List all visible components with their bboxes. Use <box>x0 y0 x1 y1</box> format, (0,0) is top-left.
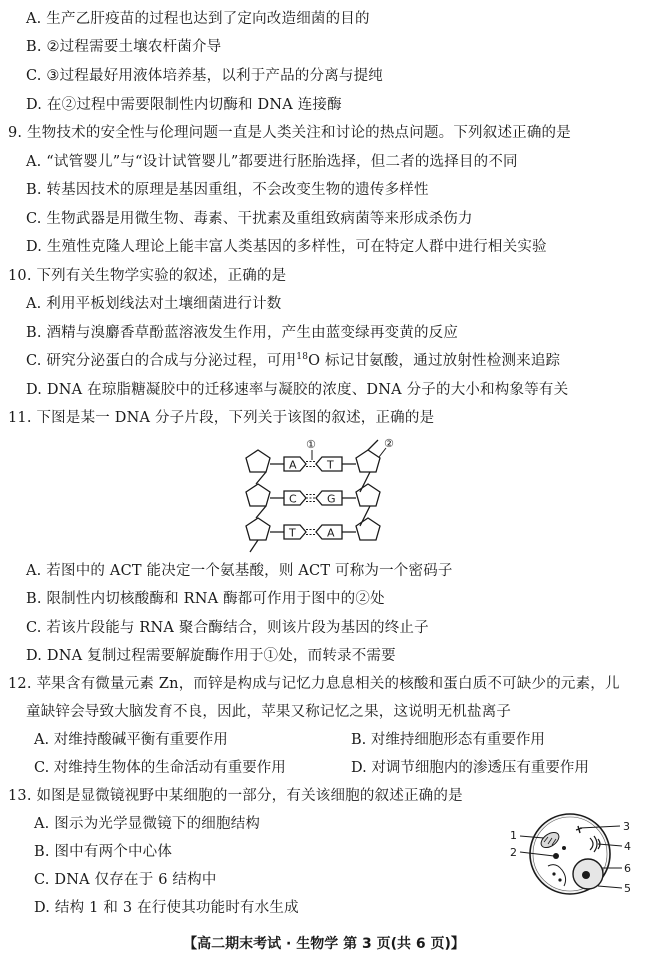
right-deoxyribose-3 <box>356 518 380 540</box>
q9-option-d: D. 生殖性克隆人理论上能丰富人类基因的多样性，可在特定人群中进行相关实验 <box>26 239 547 255</box>
left-deoxyribose-3 <box>246 518 270 540</box>
left-base-1: A <box>289 458 297 472</box>
left-deoxyribose-2 <box>246 484 270 506</box>
er-granule <box>552 872 555 875</box>
q8-option-d: D. 在②过程中需要限制性内切酶和 DNA 连接酶 <box>26 97 342 113</box>
q10-option-c-before: C. 研究分泌蛋白的合成与分泌过程，可用 <box>26 353 297 369</box>
left-base-2: C <box>289 492 297 506</box>
dna-fragment-diagram <box>228 436 418 554</box>
left-base-3: T <box>289 526 296 540</box>
hydrogen-bonds-1 <box>306 462 316 467</box>
q10-option-a: A. 利用平板划线法对土壤细菌进行计数 <box>26 296 282 312</box>
cell-label-4: 4 <box>624 840 631 853</box>
cell-label-3: 3 <box>623 820 630 833</box>
q9-option-b: B. 转基因技术的原理是基因重组，不会改变生物的遗传多样性 <box>26 182 429 198</box>
label-1: ① <box>306 438 316 451</box>
q13-stem: 13. 如图是显微镜视野中某细胞的一部分，有关该细胞的叙述正确的是 <box>8 788 463 804</box>
q8-option-c: C. ③过程最好用液体培养基，以利于产品的分离与提纯 <box>26 68 383 84</box>
left-base-bond <box>270 464 284 532</box>
q10-option-c <box>26 351 560 371</box>
q8-option-a: A. 生产乙肝疫苗的过程也达到了定向改造细菌的目的 <box>26 11 370 27</box>
q12-option-d: D. 对调节细胞内的渗透压有重要作用 <box>351 760 589 776</box>
q11-option-c: C. 若该片段能与 RNA 聚合酶结合，则该片段为基因的终止子 <box>26 620 429 636</box>
hydrogen-bonds-2 <box>306 495 316 502</box>
q9-stem: 9. 生物技术的安全性与伦理问题一直是人类关注和讨论的热点问题。下列叙述正确的是 <box>8 125 571 141</box>
q12-stem-line1: 12. 苹果含有微量元素 Zn，而锌是构成与记忆力息息相关的核酸和蛋白质不可缺少的元素，儿 <box>8 676 620 692</box>
cell-label-1: 1 <box>510 829 517 842</box>
q13-option-d: D. 结构 1 和 3 在行使其功能时有水生成 <box>34 900 299 916</box>
q11-option-a: A. 若图中的 ACT 能决定一个氨基酸，则 ACT 可称为一个密码子 <box>26 563 453 579</box>
q9-option-a: A. “试管婴儿”与“设计试管婴儿”都要进行胚胎选择，但二者的选择目的不同 <box>26 154 518 170</box>
q13-option-a: A. 图示为光学显微镜下的细胞结构 <box>34 816 261 832</box>
right-base-2: G <box>327 492 336 506</box>
cell-label-6: 6 <box>624 862 631 875</box>
q10-option-d: D. DNA 在琼脂糖凝胶中的迁移速率与凝胶的浓度、DNA 分子的大小和构象等有关 <box>26 382 569 398</box>
label-5-line <box>598 886 622 888</box>
cell-label-5: 5 <box>624 882 631 895</box>
small-vesicle <box>562 846 566 850</box>
q9-option-c: C. 生物武器是用微生物、毒素、干扰素及重组致病菌等来形成杀伤力 <box>26 211 473 227</box>
er-granule-2 <box>558 878 561 881</box>
right-base-bond <box>342 464 356 532</box>
q13-option-c: C. DNA 仅存在于 6 结构中 <box>34 872 217 888</box>
right-deoxyribose-1 <box>356 450 380 472</box>
q11-stem: 11. 下图是某一 DNA 分子片段，下列关于该图的叙述，正确的是 <box>8 410 435 426</box>
cell-micrograph-diagram <box>508 808 640 904</box>
q12-option-a: A. 对维持酸碱平衡有重要作用 <box>34 732 228 748</box>
q10-stem: 10. 下列有关生物学实验的叙述，正确的是 <box>8 268 287 284</box>
q10-option-b: B. 酒精与溴麝香草酚蓝溶液发生作用，产生由蓝变绿再变黄的反应 <box>26 325 459 341</box>
q12-option-b: B. 对维持细胞形态有重要作用 <box>351 732 545 748</box>
q8-option-b: B. ②过程需要土壤农杆菌介导 <box>26 39 222 55</box>
hydrogen-bonds-3 <box>306 530 316 535</box>
right-base-3: A <box>327 526 335 540</box>
q12-option-c: C. 对维持生物体的生命活动有重要作用 <box>34 760 286 776</box>
q10-option-c-isotope: 18 <box>296 352 309 363</box>
q12-stem-line2: 童缺锌会导致大脑发育不良，因此，苹果又称记忆之果，这说明无机盐离子 <box>26 704 512 720</box>
q10-option-c-after: O 标记甘氨酸，通过放射性检测来追踪 <box>308 353 561 369</box>
nucleolus <box>582 871 590 879</box>
cell-label-2: 2 <box>510 846 517 859</box>
right-base-1: T <box>327 458 334 472</box>
right-deoxyribose-2 <box>356 484 380 506</box>
left-deoxyribose-1 <box>246 450 270 472</box>
label-2: ② <box>384 437 394 450</box>
q11-option-d: D. DNA 复制过程需要解旋酶作用于①处，而转录不需要 <box>26 648 396 664</box>
q13-option-b: B. 图中有两个中心体 <box>34 844 173 860</box>
page-footer: 【高二期末考试 · 生物学 第 3 页(共 6 页)】 <box>183 936 465 952</box>
q11-option-b: B. 限制性内切核酸酶和 RNA 酶都可作用于图中的②处 <box>26 591 385 607</box>
